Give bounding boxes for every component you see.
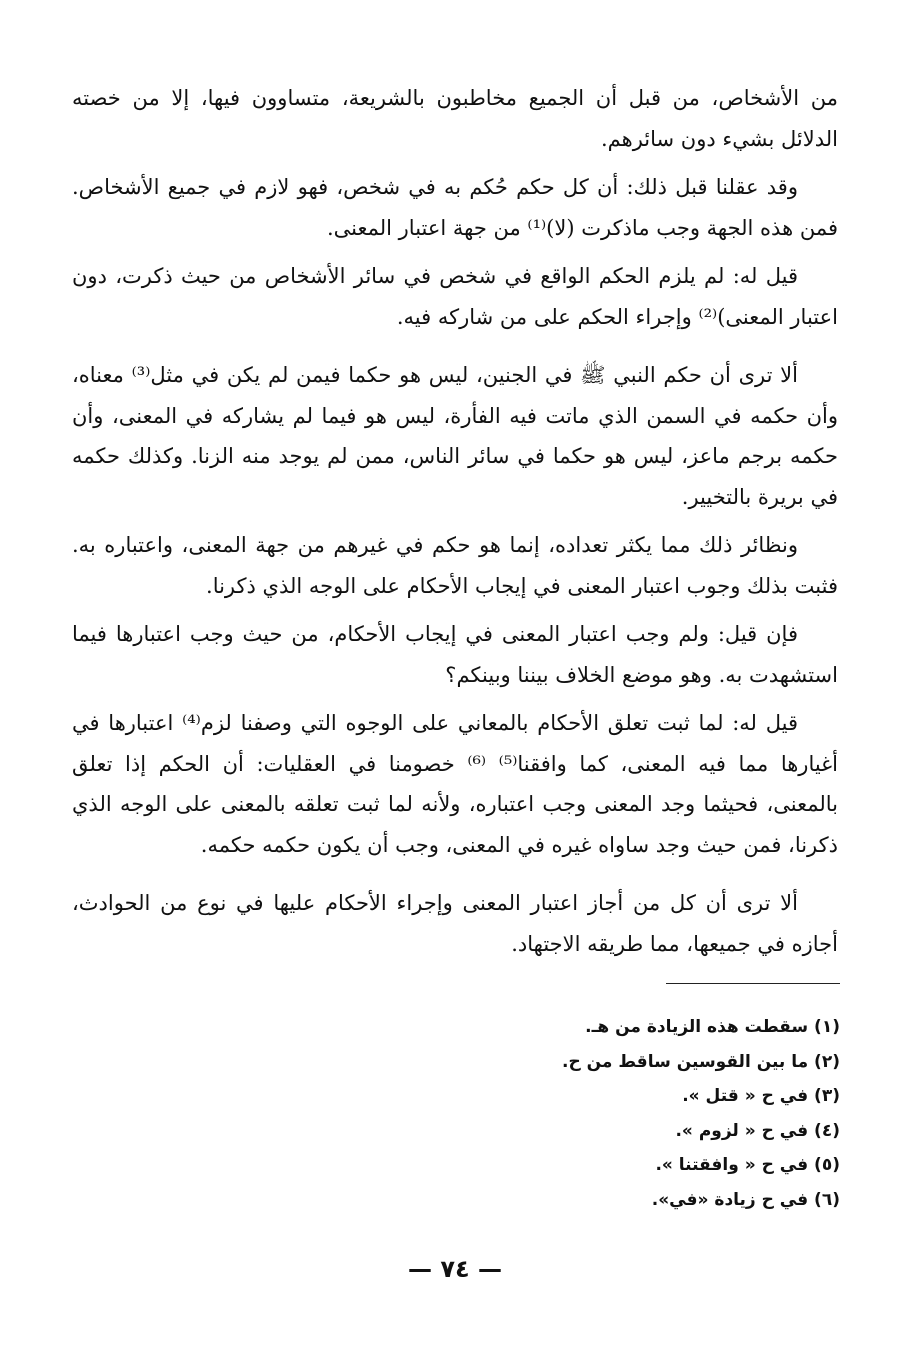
- footnote: (٥) في ح « وافقتنا ».: [655, 1155, 840, 1175]
- footnote: (٣) في ح « قتل ».: [682, 1086, 840, 1106]
- paragraph: قيل له: لما ثبت تعلق الأحكام بالمعاني على الوجوه التي وصفنا لزم⁽⁴⁾ اعتبارها في أغيارها مما فيه المعنى، كما وافقنا⁽⁵⁾ ⁽⁶⁾ خصومنا في العقليات: أن الحكم إذا تعلق بالمعنى، فحيثما وجد المعنى وجب اعتباره، ولأنه لما ثبت تعلقه بالمعنى على الوجه الذي ذكرنا، فمن حيث وجد ساواه غيره في المعنى، وجب أن يكون حكمه حكمه.: [72, 711, 838, 857]
- footnote: (٤) في ح « لزوم ».: [675, 1120, 840, 1141]
- paragraph: قيل له: لم يلزم الحكم الواقع في شخص في سائر الأشخاص من حيث ذكرت، دون اعتبار المعنى)⁽²⁾ وإجراء الحكم على من شاركه فيه.: [72, 264, 838, 329]
- footnote: (٢) ما بين القوسين ساقط من ح.: [561, 1051, 840, 1072]
- body-text: [72, 78, 838, 972]
- paragraph: ألا ترى أن كل من أجاز اعتبار المعنى وإجراء الأحكام عليها في نوع من الحوادث، أجازه في جميعها، مما طريقه الاجتهاد.: [72, 891, 838, 956]
- paragraph: ألا ترى أن حكم النبي ﷺ في الجنين، ليس هو حكما فيمن لم يكن في مثل⁽³⁾ معناه، وأن حكمه في السمن الذي ماتت فيه الفأرة، ليس هو فيما لم يشاركه في المعنى، وأن حكمه برجم ماعز، ليس هو حكما في سائر الناس، ممن لم يوجد منه الزنا. وكذلك حكمه في بريرة بالتخيير.: [72, 363, 838, 509]
- paragraph: وقد عقلنا قبل ذلك: أن كل حكم حُكم به في شخص، فهو لازم في جميع الأشخاص. فمن هذه الجهة وجب ماذكرت (لا)⁽¹⁾ من جهة اعتبار المعنى.: [72, 175, 838, 240]
- footnote: (٦) في ح زيادة «في».: [651, 1189, 840, 1210]
- footnotes: [240, 1010, 840, 1217]
- paragraph: ونظائر ذلك مما يكثر تعداده، إنما هو حكم في غيرهم من جهة المعنى، واعتباره به. فثبت بذلك وجوب اعتبار المعنى في إيجاب الأحكام على الوجه الذي ذكرنا.: [72, 533, 838, 598]
- paragraph: فإن قيل: ولم وجب اعتبار المعنى في إيجاب الأحكام، من حيث وجب اعتبارها فيما استشهدت به. وهو موضع الخلاف بيننا وبينكم؟: [72, 622, 838, 687]
- paragraph: من الأشخاص، من قبل أن الجميع مخاطبون بالشريعة، متساوون فيها، إلا من خصته الدلائل بشيء دون سائرهم.: [72, 86, 838, 151]
- page-number: — ٧٤ —: [407, 1255, 502, 1283]
- footnote: (١) سقطت هذه الزيادة من هـ.: [585, 1017, 840, 1037]
- footnote-separator: [666, 983, 840, 984]
